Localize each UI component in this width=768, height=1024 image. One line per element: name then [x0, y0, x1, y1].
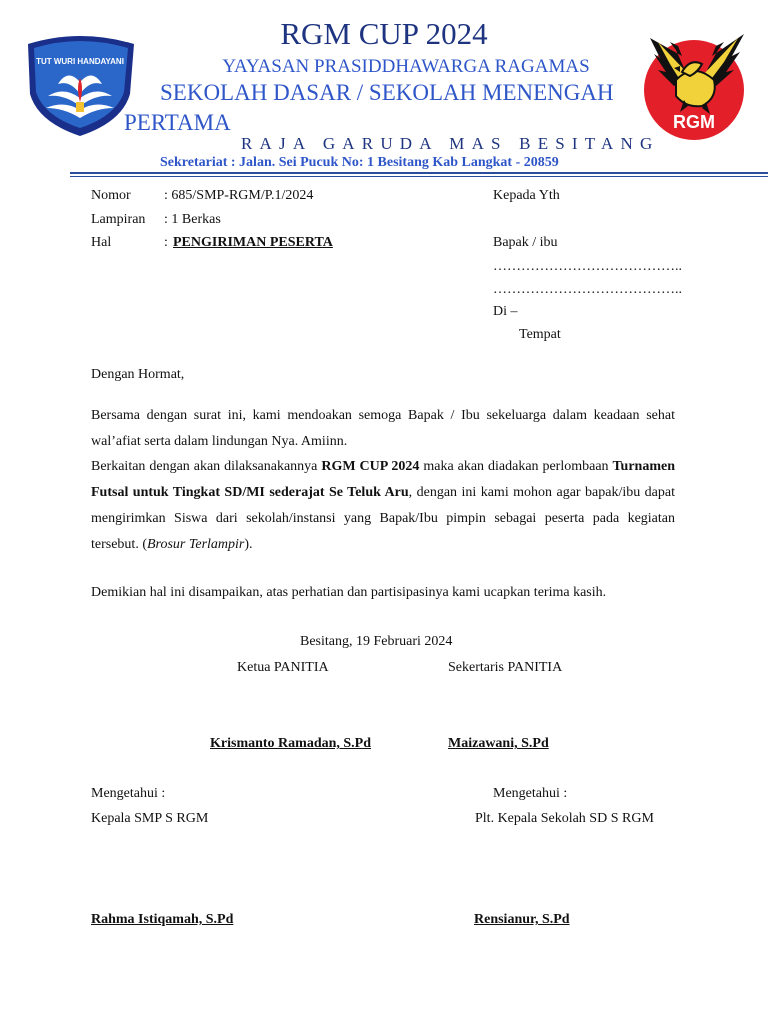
school-name-line-2: PERTAMA	[124, 110, 231, 135]
salutation: Dengan Hormat,	[91, 367, 185, 382]
head-title-left: Kepala SMP S RGM	[91, 811, 209, 826]
place-date: Besitang, 19 Februari 2024	[300, 634, 453, 649]
svg-text:TUT WURI HANDAYANI: TUT WURI HANDAYANI	[36, 57, 124, 66]
lampiran-value: : 1 Berkas	[164, 212, 221, 227]
acknowledged-left: Mengetahui :	[91, 786, 166, 801]
hal-label: Hal	[91, 235, 112, 250]
head-name-left: Rahma Istiqamah, S.Pd	[91, 912, 234, 927]
hal-value: PENGIRIMAN PESERTA	[173, 235, 333, 250]
header-rule	[70, 172, 768, 174]
role-secretary: Sekertaris PANITIA	[448, 660, 563, 675]
foundation-name: YAYASAN PRASIDDHAWARGA RAGAMAS	[222, 56, 590, 77]
head-title-right: Plt. Kepala Sekolah SD S RGM	[475, 811, 654, 826]
body-text	[91, 403, 675, 557]
acknowledged-right: Mengetahui :	[493, 786, 568, 801]
recipient-dots-2: …………………………………..	[493, 282, 682, 297]
svg-text:RGM: RGM	[673, 112, 715, 132]
paragraph-1: Bersama dengan surat ini, kami mendoakan semoga Bapak / Ibu sekeluarga dalam keadaan sehat wal’afiat serta dalam lindungan Nya. Amiinn.	[91, 408, 675, 449]
recipient-bapak-ibu: Bapak / ibu	[493, 235, 558, 250]
letterhead-title: RGM CUP 2024	[280, 16, 488, 51]
hal-colon: :	[164, 235, 168, 250]
lampiran-label: Lampiran	[91, 212, 146, 227]
role-chairman: Ketua PANITIA	[237, 660, 329, 675]
school-name-line-1: SEKOLAH DASAR / SEKOLAH MENENGAH	[160, 80, 614, 105]
recipient-dots-1: …………………………………..	[493, 259, 682, 274]
secretary-name: Maizawani, S.Pd	[448, 736, 549, 751]
school-tagline: RAJA GARUDA MAS BESITANG	[241, 134, 660, 153]
paragraph-2: Berkaitan dengan akan dilaksanakannya RGM CUP 2024 maka akan diadakan perlombaan Turnamen Futsal untuk Tingkat SD/MI sederajat Se Teluk Aru, dengan ini kami mohon agar bapak/ibu dapat mengirimkan Siswa dari sekolah/instansi yang Bapak/Ibu pimpin sebagai peserta pada kegiatan tersebut. (Brosur Terlampir).	[91, 459, 676, 552]
nomor-value: : 685/SMP-RGM/P.1/2024	[164, 188, 314, 203]
recipient-kepada: Kepada Yth	[493, 188, 560, 203]
closing-sentence: Demikian hal ini disampaikan, atas perhatian dan partisipasinya kami ucapkan terima kasih.	[91, 585, 607, 600]
chairman-name: Krismanto Ramadan, S.Pd	[210, 736, 372, 751]
head-name-right: Rensianur, S.Pd	[474, 912, 570, 927]
nomor-label: Nomor	[91, 188, 131, 203]
recipient-tempat: Tempat	[519, 327, 561, 342]
header-rule-thin	[70, 176, 768, 177]
recipient-di: Di –	[493, 304, 518, 319]
secretariat-address: Sekretariat : Jalan. Sei Pucuk No: 1 Besitang Kab Langkat - 20859	[160, 155, 559, 170]
